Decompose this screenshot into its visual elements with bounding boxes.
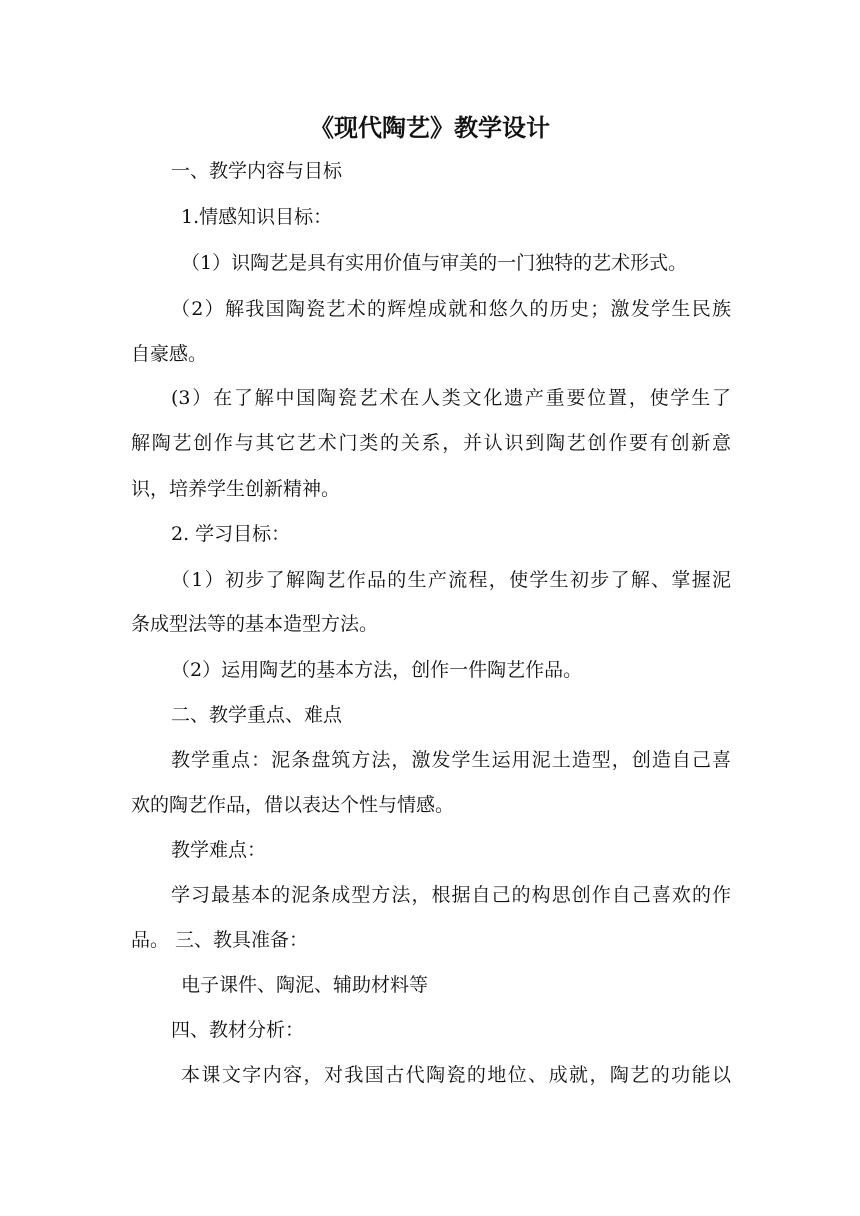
teaching-materials: 电子课件、陶泥、辅助材料等 xyxy=(181,974,429,996)
subheading-emotion-knowledge-goals: 1.情感知识目标： xyxy=(181,206,333,228)
difficulty-heading: 教学难点： xyxy=(171,839,267,861)
section-heading-textbook-analysis: 四、教材分析： xyxy=(171,1019,305,1041)
goal-item-2-line-1: （2）解我国陶瓷艺术的辉煌成就和悠久的历史；激发学生民族 xyxy=(171,298,731,320)
key-point-line-1: 教学重点：泥条盘筑方法，激发学生运用泥土造型，创造自己喜 xyxy=(171,749,731,771)
difficulty-line-2-and-section-3: 品。 三、教具准备： xyxy=(131,929,309,951)
learning-goal-2: （2）运用陶艺的基本方法，创作一件陶艺作品。 xyxy=(171,659,583,681)
subheading-learning-goals: 2. 学习目标： xyxy=(171,523,291,545)
goal-item-2-line-2: 自豪感。 xyxy=(131,343,208,365)
key-point-line-2: 欢的陶艺作品，借以表达个性与情感。 xyxy=(131,794,455,816)
section-heading-content-goals: 一、教学内容与目标 xyxy=(171,160,343,182)
learning-goal-1-line-2: 条成型法等的基本造型方法。 xyxy=(131,613,379,635)
goal-item-3-line-3: 识，培养学生创新精神。 xyxy=(131,478,341,500)
goal-item-3-line-1: (3）在了解中国陶瓷艺术在人类文化遗产重要位置，使学生了 xyxy=(171,387,731,409)
goal-item-3-line-2: 解陶艺创作与其它艺术门类的关系，并认识到陶艺创作要有创新意 xyxy=(131,432,731,454)
document-title: 《现代陶艺》教学设计 xyxy=(310,114,550,142)
goal-item-1: （1）识陶艺是具有实用价值与审美的一门独特的艺术形式。 xyxy=(181,252,688,274)
learning-goal-1-line-1: （1）初步了解陶艺作品的生产流程，使学生初步了解、掌握泥 xyxy=(171,569,731,591)
section-heading-key-points: 二、教学重点、难点 xyxy=(171,704,343,726)
difficulty-line-1: 学习最基本的泥条成型方法，根据自己的构思创作自己喜欢的作 xyxy=(171,884,731,906)
textbook-analysis-line-1: 本课文字内容，对我国古代陶瓷的地位、成就，陶艺的功能以 xyxy=(181,1064,731,1086)
